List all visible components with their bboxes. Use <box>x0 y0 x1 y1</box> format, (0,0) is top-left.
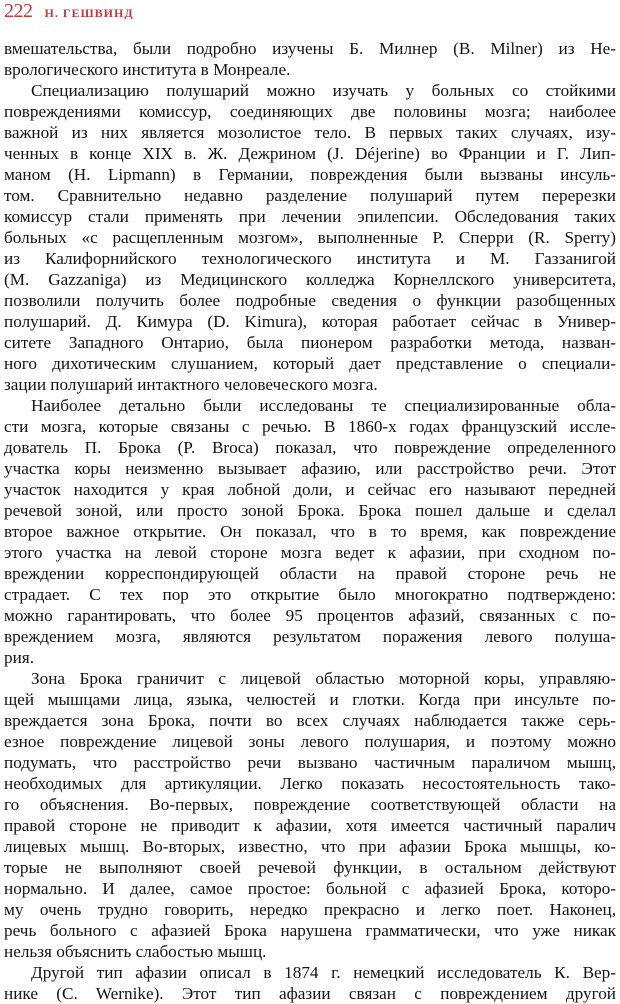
text-line: из Калифорнийского технологического института и М. Газзанигой <box>4 249 616 268</box>
paragraph <box>4 395 616 668</box>
text-line: щей мышцами лица, языка, челюстей и глотки. Когда при инсульте по- <box>4 690 616 709</box>
page-number: 222 <box>4 0 33 22</box>
text-line: речь больного с афазией Брока нарушена грамматически, что уже никак <box>4 921 616 940</box>
text-line: этого участка на левой стороне мозга ведет к афазии, при сходном по- <box>4 543 616 562</box>
paragraph <box>4 668 616 962</box>
text-line: важной из них является мозолистое тело. В первых таких случаях, изу- <box>4 123 616 142</box>
text-line: езное повреждение лицевой зоны левого полушария, и поэтому можно <box>4 732 616 751</box>
text-line: можно гарантировать, что более 95 процентов афазий, связанных с по- <box>4 606 616 625</box>
text-line: вреждается зона Брока, почти во всех случаях наблюдается также серь- <box>4 711 616 730</box>
text-line: лицевых мышц. Во-вторых, известно, что при афазии Брока мышцы, ко- <box>4 837 616 856</box>
text-line: необходимых для артикуляции. Легко показать несостоятельность тако- <box>4 774 616 793</box>
paragraph <box>4 962 616 1004</box>
body-text <box>4 38 616 1004</box>
text-line: врологического института в Монреале. <box>4 60 291 79</box>
text-line: вмешательства, были подробно изучены Б. Милнер (B. Milner) из Не- <box>4 39 616 58</box>
text-line: подумать, что расстройство речи вызвано частичным параличом мышц, <box>4 753 616 772</box>
text-line: ситете Западного Онтарио, была пионером разработки метода, назван- <box>4 333 616 352</box>
text-line: полушарий. Д. Кимура (D. Kimura), которая работает сейчас в Универ- <box>4 312 616 331</box>
text-line: участок находится у края лобной доли, и сейчас его называют передней <box>4 480 616 499</box>
text-line: нике (C. Wernike). Этот тип афазии связан с повреждением другой <box>4 984 616 1003</box>
text-line: больных «с расщепленным мозгом», выполненные Р. Сперри (R. Sperry) <box>4 228 616 247</box>
text-line: рия. <box>4 648 34 667</box>
text-line: страдает. С тех пор это открытие было многократно подтверждено: <box>4 585 616 604</box>
text-line: комиссур стали применять при лечении эпилепсии. Обследования таких <box>4 207 616 226</box>
text-line: вреждении корреспондирующей области на правой стороне речь не <box>4 564 616 583</box>
paragraph <box>4 38 616 80</box>
text-line: ченных в конце XIX в. Ж. Дежрином (J. Déjerine) во Франции и Г. Лип- <box>4 144 616 163</box>
text-line: вреждением мозга, являются результатом поражения левого полуша- <box>4 627 616 646</box>
text-line: участка коры неизменно вызывает афазию, или расстройство речи. Этот <box>4 459 616 478</box>
text-line: торые не выполняют своей речевой функции, в остальном действуют <box>4 858 616 877</box>
page-header <box>4 0 134 26</box>
text-line: маном (H. Lipmann) в Германии, повреждения были вызваны инсуль- <box>4 165 616 184</box>
text-line: нормально. И далее, самое простое: больной с афазией Брока, которо- <box>4 879 616 898</box>
text-line: Другой тип афазии описал в 1874 г. немецкий исследователь К. Вер- <box>31 963 616 982</box>
text-line: Специализацию полушарий можно изучать у больных со стойкими <box>31 81 616 100</box>
text-line: зации полушарий интактного человеческого мозга. <box>4 375 378 394</box>
text-line: повреждениями комиссур, соединяющих две половины мозга; наиболее <box>4 102 616 121</box>
text-line: (M. Gazzaniga) из Медицинского колледжа Корнеллского университета, <box>4 270 616 289</box>
paragraph <box>4 80 616 395</box>
text-line: нельзя объяснить слабостью мышц. <box>4 942 267 961</box>
text-line: правой стороне не приводит к афазии, хотя имеется частичный паралич <box>4 816 616 835</box>
text-line: дователь П. Брока (P. Broca) показал, что повреждение определенного <box>4 438 616 457</box>
text-line: ного дихотическим слушанием, который дает представление о специали- <box>4 354 616 373</box>
text-line: Зона Брока граничит с лицевой областью моторной коры, управляю- <box>31 669 616 688</box>
text-line: речевой зоной, или просто зоной Брока. Брока пошел дальше и сделал <box>4 501 616 520</box>
text-line: го объяснения. Во-первых, повреждение соответствующей области на <box>4 795 616 814</box>
running-head: Н. ГЕШВИНД <box>44 6 134 20</box>
text-line: Наиболее детально были исследованы те специализированные обла- <box>31 396 616 415</box>
text-line: сти мозга, которые связаны с речью. В 1860-х годах французский иссле- <box>4 417 616 436</box>
text-line: второе важное открытие. Он показал, что в то время, как повреждение <box>4 522 616 541</box>
text-line: том. Сравнительно недавно разделение полушарий путем перерезки <box>4 186 616 205</box>
text-line: позволили получить более подробные сведения о функции разобщенных <box>4 291 616 310</box>
text-line: му очень трудно говорить, нередко прекрасно и легко поет. Наконец, <box>4 900 616 919</box>
